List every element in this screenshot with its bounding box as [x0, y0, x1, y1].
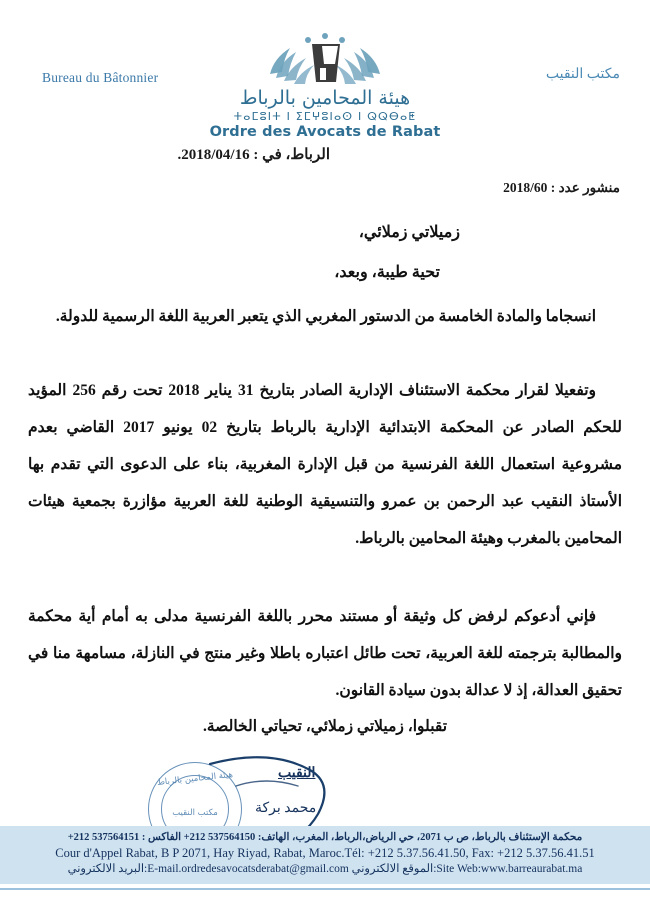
- footer-contact-line: البريد الالكتروني:E-mail.ordredesavocatsderabat@gmail.com الموقع الالكتروني:Site Web:www.barreaurabat.ma: [67, 862, 583, 875]
- place-and-date: الرباط، في : 2018/04/16.: [177, 147, 330, 163]
- organization-logo: [0, 24, 650, 141]
- body-paragraph-2: وتفعيلا لقرار محكمة الاستئناف الإدارية الصادر بتاريخ 31 يناير 2018 تحت رقم 256 المؤيد للحكم الصادر عن المحكمة الابتدائية الإدارية بالرباط بتاريخ 02 يونيو 2017 القاضي بعدم مشروعية استعمال اللغة الفرنسية من قبل الإدارة المغربية، بناء على الدعوى التي تقدم بها الأستاذ النقيب عبد الرحمن بن عمرو والتنسيقية الوطنية للغة العربية مؤازرة بجمعية هيئات المحامين بالمغرب وهيئة المحامين بالرباط.: [28, 382, 622, 547]
- logo-french-name: Ordre des Avocats de Rabat: [209, 124, 441, 141]
- salutation-line-1: زميلاتي زملائي،: [358, 224, 460, 241]
- logo-tifinagh-name: ⵜⴰⵎⵓⵏⵜ ⵏ ⵉⵎⵖⵓⵏⴰⵙ ⵏ ⵕⵕⴱⴰⵟ: [233, 109, 417, 123]
- logo-arabic-name: هيئة المحامين بالرباط: [239, 87, 411, 109]
- body-paragraph-3: فإني أدعوكم لرفض كل وثيقة أو مستند محرر باللغة الفرنسية مدلى به أمام أية محكمة والمطالبة بترجمته للغة العربية، تحت طائل اعتباره باطلا وغير منتج في النازلة، مسامهة منا في تحقيق العدالة، إذ لا عدالة بدون سيادة القانون.: [28, 608, 622, 699]
- header-right-title: مكتب النقيب: [545, 67, 620, 82]
- footer-divider-rule: [0, 888, 650, 890]
- stamp-middle-text: مكتب النقيب: [172, 808, 218, 818]
- footer-address-arabic: محكمة الإستئناف بالرباط، ص ب 2071، حي الرياض،الرباط، المغرب، الهاتف: 537564150 212+ الفاكس : 537564151 212+: [67, 832, 583, 844]
- salutation-line-2: تحية طيبة، وبعد،: [334, 264, 440, 281]
- circular-reference-number: منشور عدد : 2018/60: [503, 180, 620, 195]
- signature-name: محمد بركة: [255, 801, 317, 816]
- laurel-wreath-book-emblem: [250, 24, 400, 86]
- signature-title: النقيب: [278, 766, 316, 781]
- stamp-top-text: هيئة المحامين بالرباط: [156, 770, 234, 788]
- header-left-title: Bureau du Bâtonnier: [42, 70, 159, 85]
- body-paragraph-1: انسجاما والمادة الخامسة من الدستور المغربي الذي يتعبر العربية اللغة الرسمية للدولة.: [55, 308, 596, 325]
- footer-address-french: Cour d'Appel Rabat, B P 2071, Hay Riyad, Rabat, Maroc.Tél: +212 5.37.56.41.50, Fax: +212 5.37.56.41.51: [55, 846, 595, 861]
- body-closing-line: تقبلوا، زميلاتي زملائي، تحياتي الخالصة.: [202, 718, 448, 735]
- page-footer: [0, 826, 650, 884]
